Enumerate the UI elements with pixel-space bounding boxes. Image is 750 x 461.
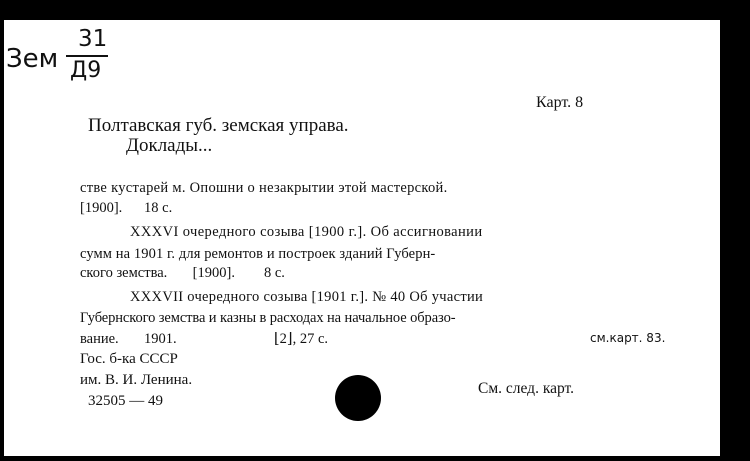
body-line-5: ского земства. [1900]. 8 с. [80, 265, 285, 281]
handwritten-numerator: 31 [78, 26, 108, 52]
handwritten-denominator: Д9 [70, 58, 102, 83]
fraction-line [66, 55, 108, 57]
handwritten-margin-note: см.карт. 83. [590, 331, 666, 345]
library-line-2: им. В. И. Ленина. [80, 372, 193, 388]
card-number: Карт. 8 [536, 94, 584, 111]
body-line-3: XXXVI очередного созыва [1900 г.]. Об ассигновании [130, 224, 483, 240]
library-line-1: Гос. б-ка СССР [80, 351, 178, 367]
body-line-7: Губернского земства и казны в расходах на начальное образо- [80, 310, 456, 326]
catalog-card [4, 20, 720, 456]
punch-hole [335, 375, 381, 421]
next-card-note: См. след. карт. [478, 380, 575, 397]
author-heading: Полтавская губ. земская управа. [88, 115, 349, 136]
body-line-4: сумм на 1901 г. для ремонтов и построек зданий Губерн- [80, 246, 436, 262]
body-line-8: вание. 1901. [80, 331, 177, 347]
body-line-2: [1900]. 18 с. [80, 200, 173, 216]
body-line-1: стве кустарей м. Опошни о незакрытии этой мастерской. [80, 180, 448, 196]
document-title: Доклады... [126, 135, 213, 156]
stamp-number: 32505 — 49 [88, 393, 163, 409]
body-line-6: XXXVII очередного созыва [1901 г.]. № 40 Об участии [130, 289, 484, 305]
handwritten-prefix: Зем [6, 44, 59, 74]
page-count: ⌊2⌋, 27 с. [274, 331, 328, 347]
